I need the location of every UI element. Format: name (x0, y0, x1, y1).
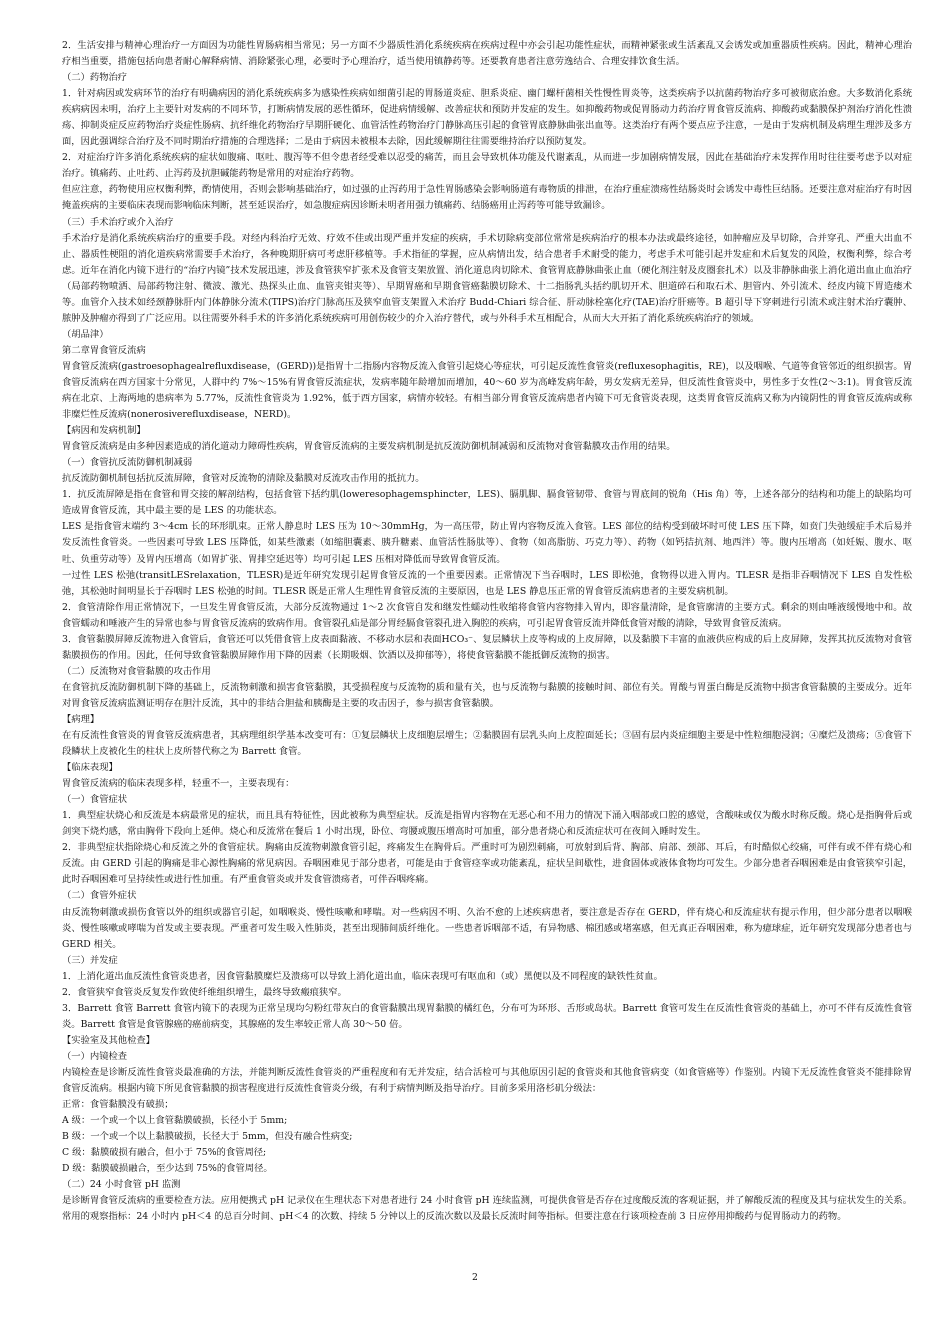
paragraph: 在食管抗反流防御机制下降的基础上，反流物刺激和损害食管黏膜，其受损程度与反流物的质和量有关，也与反流物与黏膜的接触时间、部位有关。胃酸与胃蛋白酶是反流物中损害食管黏膜的主要成分。近年对胃食管反流病监测证明存在胆汁反流，其中的非结合胆盐和胰酶是主要的攻击因子，参与损害食管黏膜。 (62, 681, 912, 709)
paragraph: 1．抗反流屏障是指在食管和胃交接的解剖结构，包括食管下括约肌(loweresophagemsphincter，LES)、膈肌脚、膈食管韧带、食管与胃底间的锐角（His 角）等，上述各部分的结构和功能上的缺陷均可造成胃食管反流，其中最主要的是 LES 的功能状态。 (62, 489, 912, 517)
section-heading: （二）24 小时食管 pH 监测 (62, 1179, 181, 1191)
paragraph: 一过性 LES 松弛(transitLESrelaxation，TLESR)是近年研究发现引起胃食管反流的一个重要因素。正常情况下当吞咽时，LES 即松弛，食物得以进入胃内。TLESR 是指非吞咽情况下 LES 自发性松弛，其松弛时间明显长于吞咽时 LES 松弛的时间。TLESR 既是正常人生理性胃食管反流的主要原因，也是 LES 静息压正常的胃食管反流病患者的主要发病机制。 (62, 569, 912, 597)
document-body (62, 38, 912, 1225)
section-heading: 【病因和发病机制】 (62, 425, 146, 437)
grade-item: D 级：黏膜破损融合，至少达到 75%的食管周径。 (62, 1163, 273, 1175)
paragraph: 抗反流防御机制包括抗反流屏障，食管对反流物的清除及黏膜对反流攻击作用的抵抗力。 (62, 473, 425, 485)
paragraph: 1．针对病因或发病环节的治疗有明确病因的消化系统疾病多为感染性疾病如细菌引起的胃肠道炎症、胆系炎症、幽门螺杆菌相关性慢性胃炎等，这类疾病予以抗菌药物治疗多可被彻底治愈。大多数消化系统疾病病因未明，治疗上主要针对发病的不同环节，打断病情发展的恶性循环，促进病情缓解、改善症状和预防并发症的发生。如抑酸药物或促胃肠动力药治疗胃食管反流病、抑酸药或黏膜保护剂治疗消化性溃疡、抑制炎症反应药物治疗炎症性肠病、抗纤维化药物治疗早期肝硬化、血管活性药物治疗门静脉高压引起的食管胃底静脉曲张出血等。这类治疗有两个要点应予注意，一是由于发病机制及病理生理涉及多方面，因此强调综合治疗及不同时期治疗措施的合理选择；二是由于病因未被根本去除，因此缓解期往往需要维持治疗以预防复发。 (62, 88, 912, 148)
paragraph: 2．生活安排与精神心理治疗一方面因为功能性胃肠病相当常见；另一方面不少器质性消化系统疾病在疾病过程中亦会引起功能性症状，而精神紧张或生活紊乱又会诱发或加重器质性疾病。因此，精神心理治疗相当重要，措施包括向患者耐心解释病情、消除紧张心理，必要时予心理治疗，适当使用镇静药等。还要教育患者注意劳逸结合、合理安排饮食生活。 (62, 40, 912, 68)
author-note: （胡品津） (62, 328, 109, 340)
paragraph: 内镜检查是诊断反流性食管炎最准确的方法，并能判断反流性食管炎的严重程度和有无并发症，结合活检可与其他原因引起的食管炎和其他食管病变（如食管癌等）作鉴别。内镜下无反流性食管炎不能排除胃食管反流病。根据内镜下所见食管黏膜的损害程度进行反流性食管炎分级，有利于病情判断及指导治疗。目前多采用洛杉矶分级法： (62, 1067, 912, 1095)
section-heading: （三）手术治疗或介入治疗 (62, 216, 174, 228)
section-heading: （二）药物治疗 (62, 72, 128, 84)
paragraph: 2．对症治疗许多消化系统疾病的症状如腹痛、呕吐、腹泻等不但令患者经受难以忍受的痛苦，而且会导致机体功能及代谢紊乱，从而进一步加剧病情发展，因此在基础治疗未发挥作用时往往要考虑予以对症治疗。镇痛药、止吐药、止泻药及抗胆碱能药物是常用的对症治疗药物。 (62, 152, 912, 180)
paragraph: 是诊断胃食管反流病的重要检查方法。应用便携式 pH 记录仪在生理状态下对患者进行 24 小时食管 pH 连续监测，可提供食管是否存在过度酸反流的客观证据，并了解酸反流的程度及其与症状发生的关系。常用的观察指标：24 小时内 pH＜4 的总百分时间、pH＜4 的次数、持续 5 分钟以上的反流次数以及最长反流时间等指标。但要注意在行该项检查前 3 日应停用抑酸药与促胃肠动力的药物。 (62, 1195, 912, 1223)
paragraph: 但应注意，药物使用应权衡利弊，酌情使用，否则会影响基础治疗，如过强的止泻药用于急性胃肠感染会影响肠道有毒物质的排泄，在治疗重症溃疡性结肠炎时会诱发中毒性巨结肠。还要注意对症治疗有时因掩盖疾病的主要临床表现而影响临床判断，甚至延误治疗，如急腹症病因诊断未明者用强力镇痛药、结肠癌用止泻药等可能导致漏诊。 (62, 184, 912, 212)
section-heading: （二）食管外症状 (62, 890, 137, 902)
paragraph: 在有反流性食管炎的胃食管反流病患者，其病理组织学基本改变可有：①复层鳞状上皮细胞层增生；②黏膜固有层乳头向上皮腔面延长；③固有层内炎症细胞主要是中性粒细胞浸润；④糜烂及溃疡；⑤食管下段鳞状上皮被化生的柱状上皮所替代称之为 Barrett 食管。 (62, 730, 912, 758)
section-heading: （一）食管抗反流防御机制减弱 (62, 457, 193, 469)
paragraph: 2．食管狭窄食管炎反复发作致使纤维组织增生，最终导致瘢痕狭窄。 (62, 986, 347, 998)
paragraph: 1．典型症状烧心和反流是本病最常见的症状，而且具有特征性，因此被称为典型症状。反流是指胃内容物在无恶心和不用力的情况下涌入咽部或口腔的感觉，含酸味或仅为酸水时称反酸。烧心是指胸骨后或剑突下烧灼感，常由胸骨下段向上延伸。烧心和反流常在餐后 1 小时出现，卧位、弯腰或腹压增高时可加重，部分患者烧心和反流症状可在夜间入睡时发生。 (62, 810, 912, 838)
grade-item: C 级：黏膜破损有融合，但小于 75%的食管周径; (62, 1147, 267, 1159)
paragraph: 手术治疗是消化系统疾病治疗的重要手段。对经内科治疗无效、疗效不佳或出现严重并发症的疾病，手术切除病变部位常常是疾病治疗的根本办法或最终途径，如肿瘤应及早切除，合并穿孔、严重大出血不止、器质性梗阻的消化道疾病常需要手术治疗，各种晚期肝病可考虑肝移植等。手术指征的掌握，应从病情出发，结合患者手术耐受的能力，考虑手术可能引起并发症和术后复发的风险，权衡利弊，综合考虑。近年在消化内镜下进行的“治疗内镜”技术发展迅速，涉及食管狭窄扩张术及食管支架放置、消化道息肉切除术、食管胃底静脉曲张止血（硬化剂注射及皮圈套扎术）以及非静脉曲张上消化道出血止血治疗（局部药物喷洒、局部药物注射、微波、激光、热探头止血、血管夹钳夹等）、早期胃癌和早期食管癌黏膜切除术、十二指肠乳头括约肌切开术、胆道碎石和取石术、胆管内、外引流术、经皮内镜下胃造瘘术等。血管介入技术如经颈静脉肝内门体静脉分流术(TIPS)治疗门脉高压及狭窄血管支架置入术治疗 Budd-Chiari 综合征、肝动脉栓塞化疗(TAE)治疗肝癌等。B 超引导下穿刺进行引流术或注射术治疗囊肿、脓肿及肿瘤亦得到了广泛应用。以往需要外科手术的许多消化系统疾病可用创伤较少的介入治疗替代，或与外科手术互相配合，从而大大开拓了消化系统疾病治疗的领域。 (62, 232, 912, 324)
page-number: 2 (472, 1272, 478, 1283)
grade-item: 正常：食管黏膜没有破损； (62, 1099, 174, 1111)
section-heading: （一）食管症状 (62, 794, 128, 806)
paragraph: 2．非典型症状指除烧心和反流之外的食管症状。胸痛由反流物刺激食管引起，疼痛发生在胸骨后。严重时可为剧烈刺痛，可放射到后背、胸部、肩部、颈部、耳后，有时酷似心绞痛，可伴有或不伴有烧心和反流。由 GERD 引起的胸痛是非心源性胸痛的常见病因。吞咽困难见于部分患者，可能是由于食管痉挛或功能紊乱，症状呈间歇性，进食固体或液体食物均可发生。少部分患者吞咽困难是由食管狭窄引起，此时吞咽困难可呈持续性或进行性加重。有严重食管炎或并发食管溃疡者，可伴吞咽疼痛。 (62, 842, 912, 886)
paragraph: 胃食管反流病是由多种因素造成的消化道动力障碍性疾病，胃食管反流病的主要发病机制是抗反流防御机制减弱和反流物对食管黏膜攻击作用的结果。 (62, 441, 676, 453)
grade-item: B 级：一个或一个以上黏膜破损，长径大于 5mm，但没有融合性病变; (62, 1131, 353, 1143)
paragraph: 胃食管反流病(gastroesophagealrefluxdisease，(GERD))是指胃十二指肠内容物反流入食管引起烧心等症状，可引起反流性食管炎(refluxesophagitis，RE)，以及咽喉、气道等食管邻近的组织损害。胃食管反流病在西方国家十分常见，人群中约 7%～15%有胃食管反流症状，发病率随年龄增加而增加，40～60 岁为高峰发病年龄，男女发病无差异，但反流性食管炎中，男性多于女性(2～3:1)。胃食管反流病在北京、上海两地的患病率为 5.77%，反流性食管炎为 1.92%，低于西方国家，病情亦较轻。有相当部分胃食管反流病患者内镜下可无食管炎表现，这类胃食管反流病又称为内镜阴性的胃食管反流病或称非糜烂性反流病(nonerosiverefluxdisease，NERD)。 (62, 360, 912, 421)
paragraph: 3．食管黏膜屏障反流物进入食管后，食管还可以凭借食管上皮表面黏液、不移动水层和表面HCO₃⁻、复层鳞状上皮等构成的上皮屏障，以及黏膜下丰富的血液供应构成的后上皮屏障，发挥其抗反流物对食管黏膜损伤的作用。因此，任何导致食管黏膜屏障作用下降的因素（长期吸烟、饮酒以及抑郁等），将使食管黏膜不能抵御反流物的损害。 (62, 633, 912, 661)
paragraph: 2．食管清除作用正常情况下，一旦发生胃食管反流，大部分反流物通过 1～2 次食管自发和继发性蠕动性收缩将食管内容物排入胃内，即容量清除，是食管廓清的主要方式。剩余的则由唾液缓慢地中和。故食管蠕动和唾液产生的异常也参与胃食管反流病的致病作用。食管裂孔疝是部分胃经膈食管裂孔进入胸腔的疾病，可引起胃食管反流并降低食管对酸的清除，导致胃食管反流病。 (62, 601, 912, 629)
section-heading: （二）反流物对食管黏膜的攻击作用 (62, 665, 211, 677)
chapter-title: 第二章胃食管反流病 (62, 344, 146, 356)
grade-item: A 级：一个或一个以上食管黏膜破损，长径小于 5mm; (62, 1115, 288, 1127)
section-heading: 【实验室及其他检查】 (62, 1034, 155, 1046)
section-heading: 【病理】 (62, 713, 100, 725)
paragraph: 3．Barrett 食管 Barrett 食管内镜下的表现为正常呈现均匀粉红带灰白的食管黏膜出现胃黏膜的橘红色，分布可为环形、舌形或岛状。Barrett 食管可发生在反流性食管炎的基础上，亦可不伴有反流性食管炎。Barrett 食管是食管腺癌的癌前病变，其腺癌的发生率较正常人高 30～50 倍。 (62, 1002, 912, 1030)
paragraph: 1．上消化道出血反流性食管炎患者，因食管黏膜糜烂及溃疡可以导致上消化道出血，临床表现可有呕血和（或）黑便以及不同程度的缺铁性贫血。 (62, 970, 663, 982)
paragraph: 由反流物刺激或损伤食管以外的组织或器官引起，如咽喉炎、慢性咳嗽和哮喘。对一些病因不明、久治不愈的上述疾病患者，要注意是否存在 GERD，伴有烧心和反流症状有提示作用，但少部分患者以咽喉炎、慢性咳嗽或哮喘为首发或主要表现。严重者可发生吸入性肺炎，甚至出现肺间质纤维化。一些患者诉咽部不适，有异物感、棉团感或堵塞感，但无真正吞咽困难，称为癔球症，近年研究发现部分患者也与 GERD 相关。 (62, 906, 912, 950)
paragraph: LES 是指食管末端约 3～4cm 长的环形肌束。正常人静息时 LES 压为 10～30mmHg，为一高压带，防止胃内容物反流入食管。LES 部位的结构受到破坏时可使 LES 压下降，如贲门失弛缓症手术后易并发反流性食管炎。一些因素可导致 LES 压降低，如某些激素（如缩胆囊素、胰升糖素、血管活性肠肽等）、食物（如高脂肪、巧克力等）、药物（如钙拮抗剂、地西泮）等。腹内压增高（如妊娠、腹水、呕吐、负重劳动等）及胃内压增高（如胃扩张、胃排空延迟等）均可引起 LES 压相对降低而导致胃食管反流。 (62, 521, 912, 565)
section-heading: （一）内镜检查 (62, 1050, 128, 1062)
section-heading: 【临床表现】 (62, 762, 118, 774)
paragraph: 胃食管反流病的临床表现多样，轻重不一，主要表现有： (62, 778, 295, 790)
section-heading: （三）并发症 (62, 954, 118, 966)
